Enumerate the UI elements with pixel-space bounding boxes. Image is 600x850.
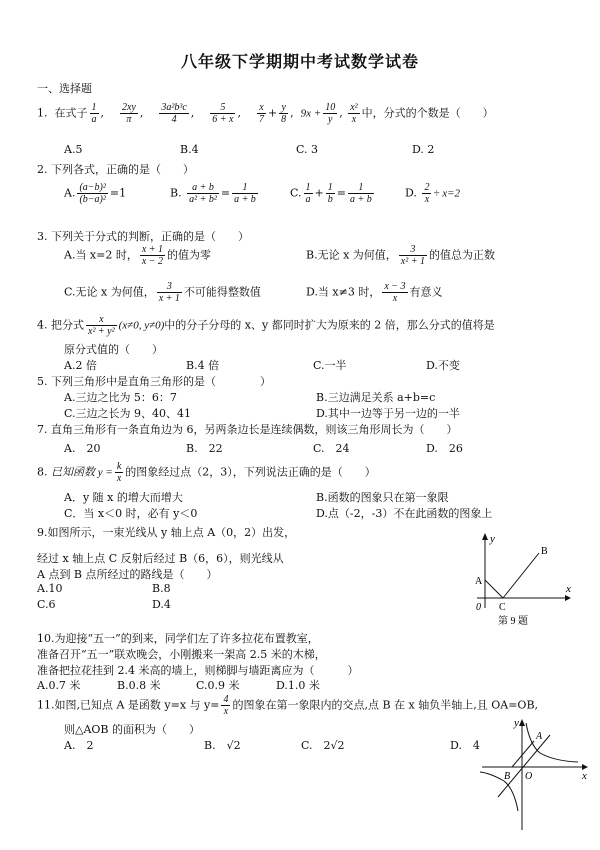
option-c: C. $\frac{1}{a}$ + $\frac{1}{b}$ = $\frac{1}{a + b}$ [290, 182, 372, 205]
option-d: D.当 x≠3 时， $\frac{x - 3}{x}$ 有意义 [306, 281, 443, 304]
fraction: $\frac{5}{6 + x}$ [212, 102, 234, 125]
y-axis-arrow [482, 533, 488, 540]
option-c: C.一半 [313, 359, 347, 372]
light-ray-ac [485, 580, 503, 598]
question-10-line1: 10.为迎接“五一”的到来，同学们左了许多拉花布置教室， [37, 632, 319, 645]
fraction: $\frac{1}{b}$ [327, 182, 333, 205]
question-stem: 下列三角形中是直角三角形的是（ ） [51, 375, 271, 388]
question-5 [37, 373, 271, 389]
fraction: $\frac{2xy}{\pi}$ [121, 102, 136, 125]
y-axis-label: y [490, 533, 495, 545]
option-c: C.6 [37, 598, 56, 611]
option-c: C．当 x＜0 时，必有 y＜0 [64, 507, 198, 520]
option-b: B.三边满足关系 a+b=c [316, 391, 436, 404]
hyperbola-branch-2 [480, 772, 518, 811]
question-10-line3: 准备把拉花挂到 2.4 米高的墙上，则梯脚与墙距离应为（ ） [37, 664, 359, 677]
option-d: D.其中一边等于另一边的一半 [316, 407, 460, 420]
question-11-figure [478, 715, 593, 835]
x-axis-arrow [565, 595, 571, 601]
fraction: $\frac{1}{a}$ [91, 102, 97, 125]
question-4: 4. 把分式 $\frac{x}{\text{x² + y²}}$ (x≠0, y≠0)中的分子分母的 x、y 都同时扩大为原来的 2 倍，那么分式的值将是 [37, 314, 495, 337]
fraction: $\frac{3}{\text{x² + 1}}$ [400, 244, 425, 267]
point-b-label: B [541, 546, 548, 557]
option-b: B.函数的图象只在第一象限 [316, 491, 449, 504]
option-a: A.5 [64, 143, 83, 156]
option-a: A．y 随 x 的增大而增大 [64, 491, 183, 504]
question-number: 1. [37, 106, 48, 120]
figure-caption: 第 9 题 [498, 616, 528, 627]
question-11-line2: 则△AOB 的面积为（ ） [64, 723, 201, 736]
fraction: $\frac{\text{(a−b)²}}{\text{(b−a)²}}$ [79, 182, 106, 205]
option-b: B.无论 x 为何值， $\frac{3}{\text{x² + 1}}$ 的值总为正数 [306, 244, 495, 267]
option-a: A.当 x=2 时， $\frac{x + 1}{x - 2}$ 的值为零 [64, 244, 212, 267]
option-d: D.4 [152, 598, 171, 611]
origin-label: 0 [476, 602, 481, 613]
option-b: B.0.8 米 [117, 679, 161, 692]
line-y-equals-x [498, 735, 550, 797]
question-number: 2. [37, 163, 48, 176]
question-stem: 直角三角形有一条直角边为 6，另两条边长是连续偶数，则该三角形周长为（ ） [51, 423, 458, 436]
question-3 [37, 228, 249, 244]
fraction: $\frac{\text{3a²b³c}}{4}$ [161, 102, 187, 125]
question-7 [37, 421, 458, 437]
question-number: 7. [37, 423, 48, 436]
option-c: C.0.9 米 [196, 679, 240, 692]
question-number: 8. [37, 465, 48, 479]
fraction: $\frac{x}{7}$ [258, 102, 264, 125]
option-d: D. 4 [450, 739, 480, 752]
fraction: $\frac{4}{x}$ [223, 694, 229, 717]
fraction: $\frac{x + 1}{x - 2}$ [141, 244, 164, 267]
option-b: B.8 [152, 582, 171, 595]
option-d: D. $\frac{2}{x}$ ÷ x=2 [405, 182, 461, 205]
option-c: C. 3 [296, 143, 319, 156]
question-9-figure [465, 528, 575, 628]
option-a: A.10 [37, 582, 63, 595]
fraction: $\frac{\text{x²}}{x}$ [350, 102, 358, 125]
fraction: $\frac{x - 3}{x}$ [384, 281, 406, 304]
option-d: D.点（-2，-3）不在此函数的图象上 [316, 507, 493, 520]
option-a: A.2 倍 [64, 359, 97, 372]
option-c: C.三边之长为 9、40、41 [64, 407, 192, 420]
x-axis-label: x [582, 770, 587, 782]
option-c: C. 24 [313, 442, 350, 455]
x-axis-label: x [566, 583, 571, 595]
point-b-label: B [504, 771, 511, 782]
option-c: C. 2√2 [301, 739, 345, 752]
y-axis-label: y [514, 717, 519, 729]
question-stem: 下列各式，正确的是（ ） [51, 163, 194, 176]
origin-label: O [525, 771, 533, 782]
fraction: $\frac{10}{y}$ [325, 102, 336, 125]
question-10-line2: 准备召开“五一”联欢晚会，小刚搬来一架高 2.5 米的木梯， [37, 648, 326, 661]
option-a: A. $\frac{\text{(a−b)²}}{\text{(b−a)²}}$ =1 [64, 182, 127, 205]
question-stem: 下列关于分式的判断，正确的是（ ） [51, 230, 249, 243]
fraction: $\frac{x}{\text{x² + y²}}$ [88, 314, 115, 337]
page-title: 八年级下学期期中考试数学试卷 [180, 52, 419, 71]
option-a: A. 20 [64, 442, 101, 455]
option-d: D.不变 [426, 359, 460, 372]
question-stem-tail: 中，分式的个数是（ ） [361, 106, 494, 120]
question-1: 1. 在式子 $\frac{1}{a}$ , $\frac{2xy}{\pi}$ , $\frac{\text{3a²b³c}}{4}$ , $\frac{5}{6 + x}$ , $\frac{x}{7}$ + $\frac{y}{8}$ , 9x + $\frac{10}{y}$ , $\frac{\text{x²}}{x}$ 中，分式的个数是（ ） [37, 102, 494, 125]
question-number: 5. [37, 375, 48, 388]
fraction: $\frac{k}{x}$ [116, 461, 122, 484]
segment-ba [512, 741, 534, 767]
question-4-line2: 原分式值的（ ） [64, 343, 163, 356]
fraction: $\frac{3}{x + 1}$ [158, 281, 180, 304]
question-stem: 在式子 [54, 106, 88, 120]
fraction: $\frac{1}{a}$ [305, 182, 311, 205]
question-number: 3. [37, 230, 48, 243]
option-d: D. 2 [412, 143, 435, 156]
option-b: B.4 倍 [186, 359, 220, 372]
option-b: B. 22 [186, 442, 223, 455]
question-9-line1: 9.如图所示，一束光线从 y 轴上点 A（0，2）出发， [37, 526, 296, 539]
light-ray-cb [503, 553, 539, 598]
fraction: $\frac{y}{8}$ [281, 102, 287, 125]
option-a: A. 2 [64, 739, 94, 752]
fraction: $\frac{1}{a + b}$ [349, 182, 372, 205]
question-11: 11.如图,已知点 A 是函数 y=x 与 y= $\frac{4}{x}$ 的图象在第一象限内的交点,点 B 在 x 轴负半轴上,且 OA=OB, [37, 694, 539, 717]
option-d: D. 26 [426, 442, 463, 455]
option-b: B. $\frac{a + b}{\text{a² + b²}}$ = $\frac{1}{a + b}$ [170, 182, 256, 205]
point-a-label: A [475, 576, 483, 587]
point-c-label: C [499, 602, 506, 613]
question-8: 8. 已知函数 y = $\frac{k}{x}$ 的图象经过点（2，3），下列说法正确的是（ ） [37, 461, 376, 484]
option-a: A.0.7 米 [37, 679, 81, 692]
y-axis-arrow [519, 719, 525, 726]
option-b: B.4 [180, 143, 199, 156]
question-9-line3: A 点到 B 点所经过的路线是（ ） [37, 568, 218, 581]
fraction: $\frac{2}{x}$ [424, 182, 430, 205]
point-a-label: A [536, 731, 543, 742]
question-2 [37, 161, 194, 177]
fraction: $\frac{a + b}{\text{a² + b²}}$ [189, 182, 217, 205]
fraction: $\frac{1}{a + b}$ [234, 182, 256, 205]
question-number: 4. [37, 318, 48, 332]
question-9-line2: 经过 x 轴上点 C 反射后经过 B（6，6），则光线从 [37, 552, 284, 565]
option-a: A.三边之比为 5：6：7 [64, 391, 177, 404]
hyperbola-branch-1 [526, 723, 578, 762]
option-b: B. √2 [204, 739, 241, 752]
option-d: D.1.0 米 [276, 679, 320, 692]
section-heading: 一、选择题 [37, 82, 92, 95]
option-c: C.无论 x 为何值， $\frac{3}{x + 1}$ 不可能得整数值 [64, 281, 261, 304]
